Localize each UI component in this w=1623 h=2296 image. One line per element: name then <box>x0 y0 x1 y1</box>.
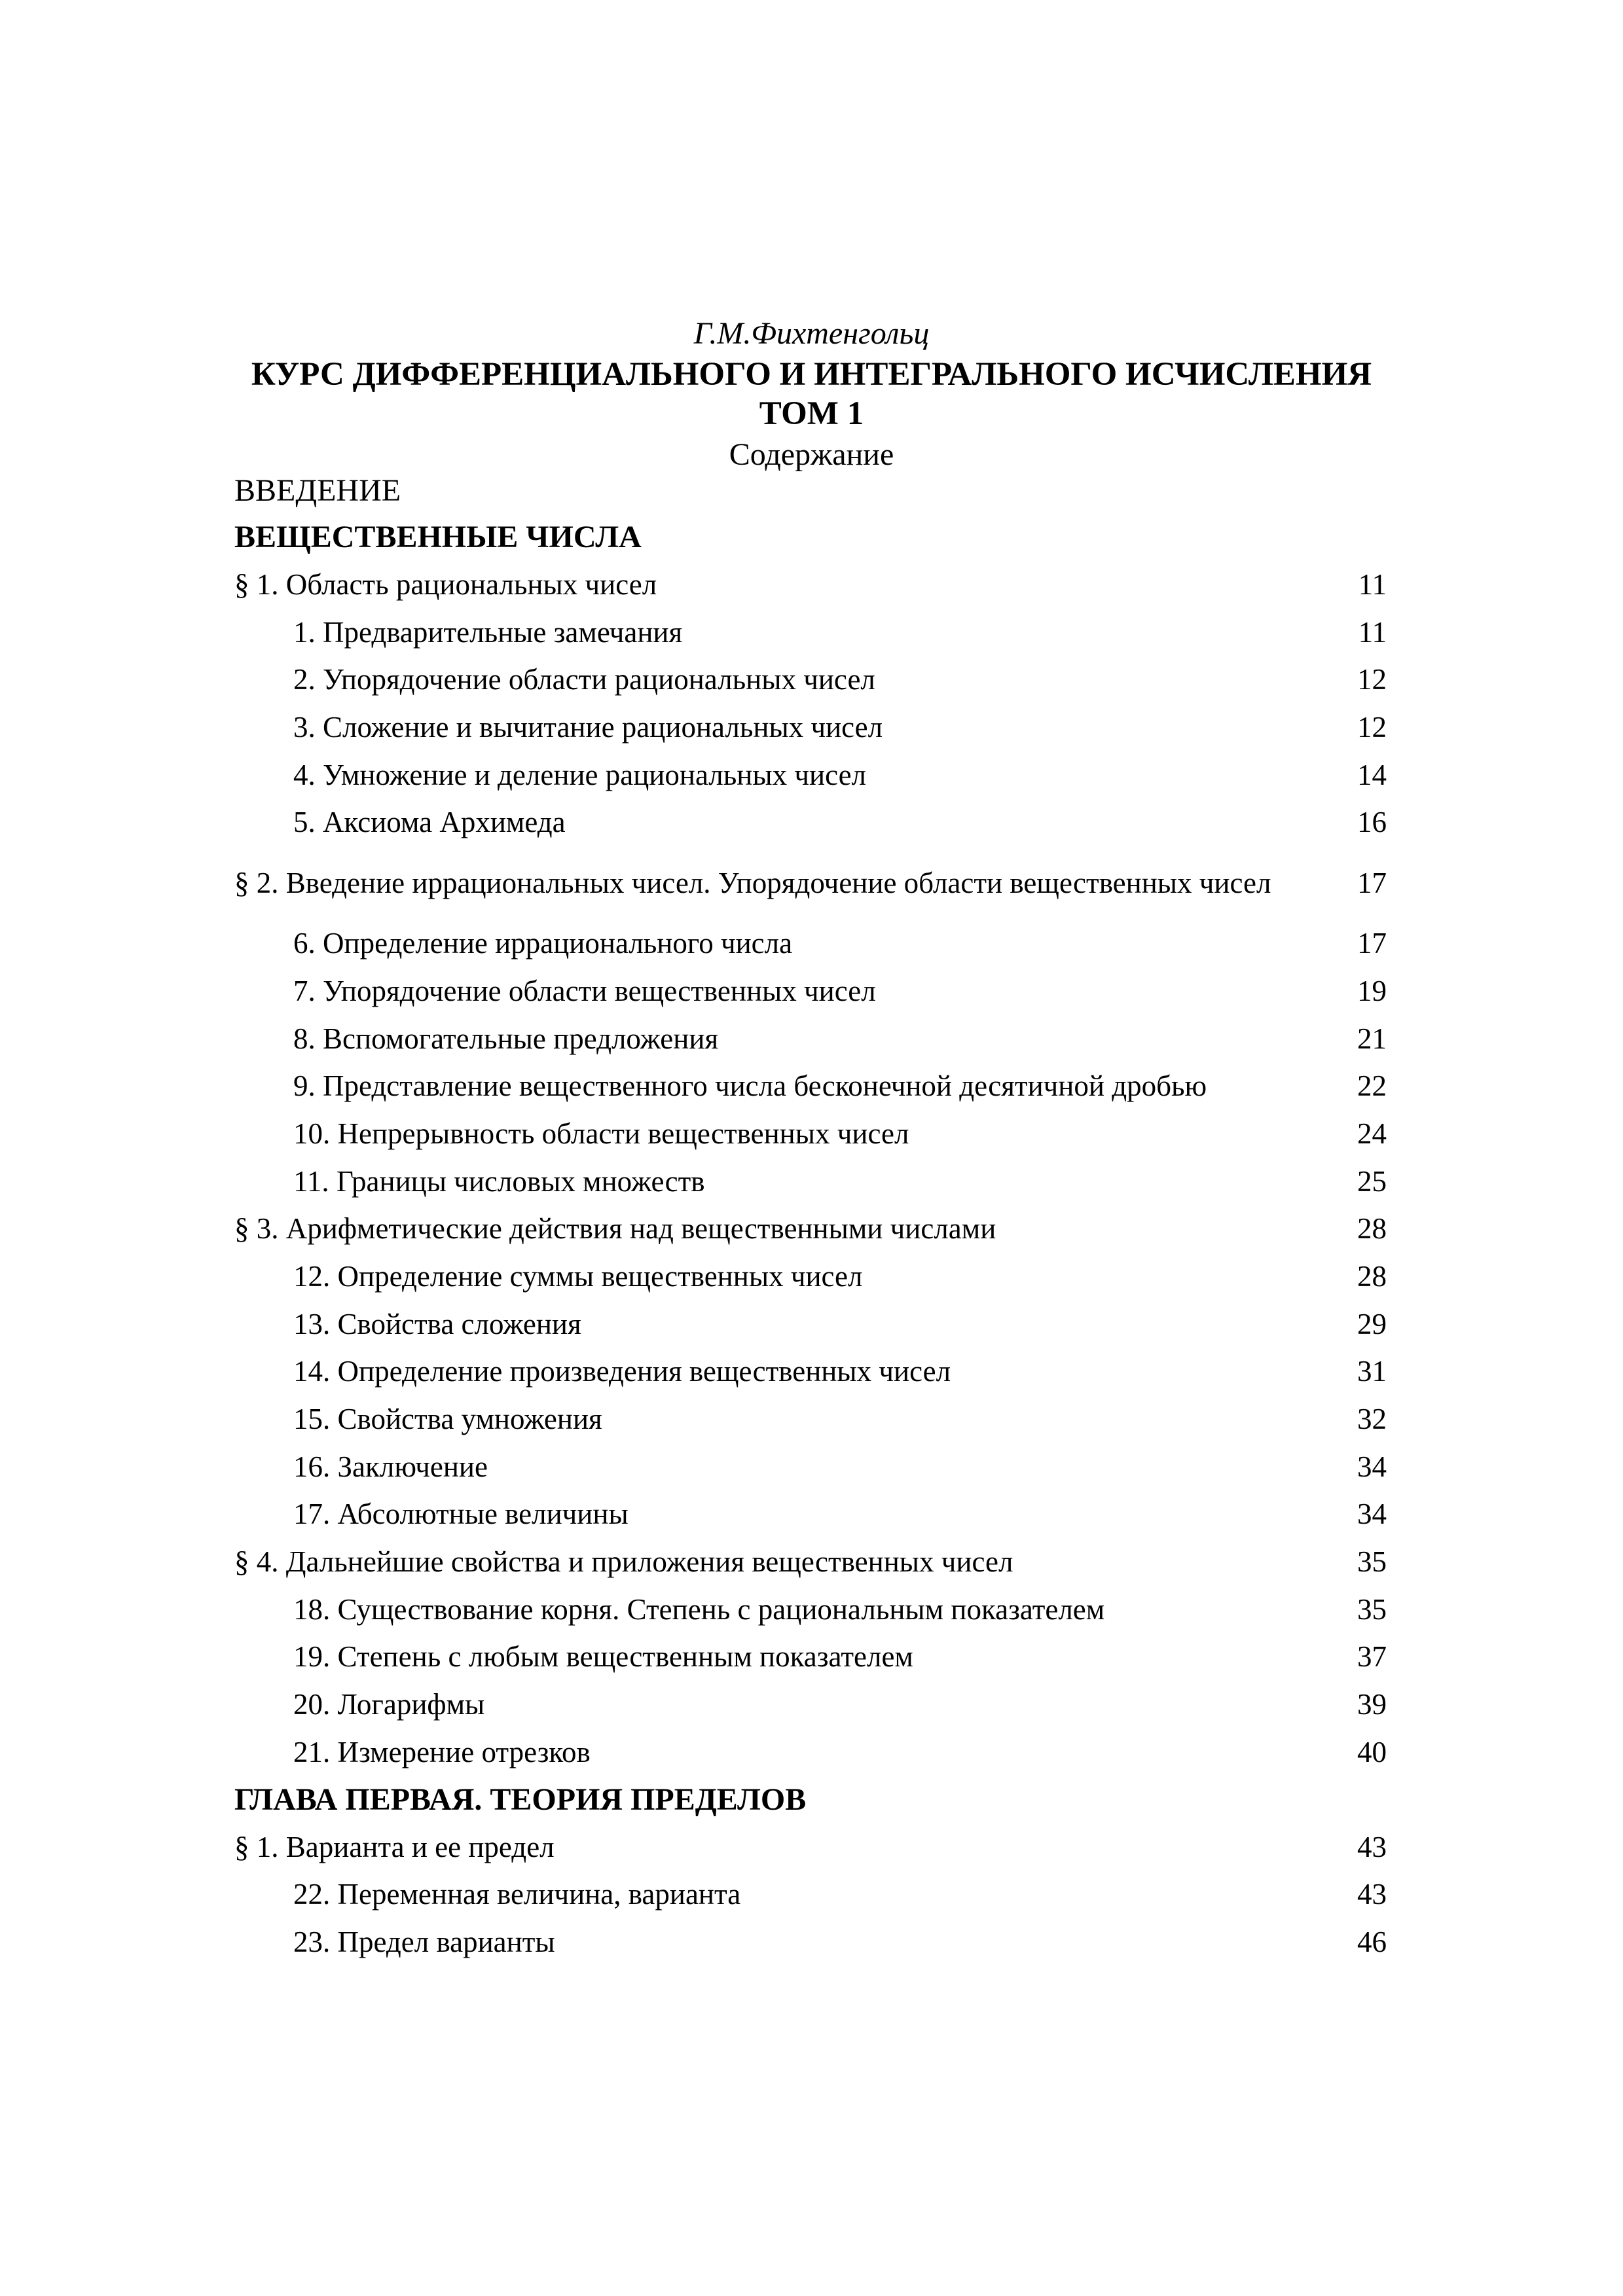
toc-entry-label: 5. Аксиома Архимеда <box>293 806 566 839</box>
table-of-contents <box>234 468 1387 1966</box>
toc-entry-label: § 1. Варианта и ее предел <box>234 1830 555 1863</box>
toc-subsection <box>234 751 1387 799</box>
toc-page-number: 16 <box>1357 806 1387 839</box>
toc-entry-label: 12. Определение суммы вещественных чисел <box>293 1259 863 1293</box>
toc-section <box>234 1538 1387 1586</box>
toc-page-number: 12 <box>1357 663 1387 696</box>
toc-subsection <box>234 1015 1387 1063</box>
author: Г.М.Фихтенгольц <box>693 316 930 351</box>
toc-entry-label: 3. Сложение и вычитание рациональных чисел <box>293 711 883 744</box>
toc-page-number: 37 <box>1357 1640 1387 1674</box>
toc-section <box>234 561 1387 609</box>
toc-page-number: 32 <box>1357 1403 1387 1435</box>
toc-entry-label: 14. Определение произведения вещественных чисел <box>293 1355 951 1388</box>
toc-page-number: 34 <box>1357 1450 1387 1483</box>
toc-page-number: 21 <box>1357 1022 1387 1055</box>
toc-subsection <box>234 1586 1387 1634</box>
toc-entry-label: 11. Границы числовых множеств <box>293 1164 705 1198</box>
toc-page-number: 43 <box>1357 1878 1387 1911</box>
toc-page-number: 35 <box>1357 1545 1387 1579</box>
toc-subsection <box>234 1918 1387 1966</box>
toc-page-number: 31 <box>1357 1355 1387 1388</box>
toc-section <box>234 1823 1387 1871</box>
toc-page-number: 12 <box>1357 711 1387 744</box>
toc-page-number: 11 <box>1358 568 1387 601</box>
toc-entry-label: 16. Заключение <box>293 1450 488 1483</box>
volume-label: ТОМ 1 <box>759 395 864 432</box>
toc-entry-label: 13. Свойства сложения <box>293 1307 581 1340</box>
toc-subsection <box>234 656 1387 704</box>
toc-page-number: 24 <box>1357 1117 1387 1150</box>
toc-subsection <box>234 1633 1387 1681</box>
toc-page-number: 34 <box>1357 1498 1387 1531</box>
toc-entry-label: 9. Представление вещественного числа бесконечной десятичной дробью <box>293 1069 1207 1103</box>
toc-page-number: 22 <box>1357 1069 1387 1103</box>
toc-entry-label: 23. Предел варианты <box>293 1925 555 1958</box>
toc-entry-label: § 4. Дальнейшие свойства и приложения вещественных чисел <box>234 1545 1013 1579</box>
toc-section <box>234 1205 1387 1253</box>
book-title: КУРС ДИФФЕРЕНЦИАЛЬНОГО И ИНТЕГРАЛЬНОГО ИСЧИСЛЕНИЯ <box>251 356 1372 393</box>
toc-subsection <box>234 1300 1387 1348</box>
toc-page-number: 40 <box>1357 1735 1387 1768</box>
toc-entry-label: 1. Предварительные замечания <box>293 615 683 649</box>
toc-page-number: 19 <box>1357 974 1387 1007</box>
toc-subsection <box>234 920 1387 967</box>
toc-page-number: 25 <box>1357 1164 1387 1198</box>
toc-subsection <box>234 1681 1387 1729</box>
toc-entry-label: 22. Переменная величина, варианта <box>293 1878 741 1911</box>
toc-page-number: 35 <box>1357 1592 1387 1626</box>
toc-page-number: 39 <box>1357 1688 1387 1721</box>
toc-subsection <box>234 1871 1387 1918</box>
toc-entry-label: 15. Свойства умножения <box>293 1403 602 1435</box>
toc-subsection <box>234 1348 1387 1395</box>
toc-entry-label: 17. Абсолютные величины <box>293 1498 629 1531</box>
toc-subsection <box>234 1110 1387 1158</box>
toc-entry-label: 6. Определение иррационального числа <box>293 927 793 960</box>
document-header <box>0 314 1623 478</box>
toc-page-number: 29 <box>1357 1307 1387 1340</box>
contents-heading: Содержание <box>729 437 894 472</box>
toc-entry-label: § 3. Арифметические действия над вещественными числами <box>234 1212 996 1246</box>
toc-entry-label: 8. Вспомогательные предложения <box>293 1022 719 1055</box>
toc-entry-label: 10. Непрерывность области вещественных чисел <box>293 1117 909 1150</box>
toc-subsection <box>234 967 1387 1015</box>
toc-page-number: 43 <box>1357 1830 1387 1863</box>
toc-entry-label: 4. Умножение и деление рациональных чисел <box>293 758 867 791</box>
toc-page-number: 28 <box>1357 1259 1387 1293</box>
toc-chapter-limits: ГЛАВА ПЕРВАЯ. ТЕОРИЯ ПРЕДЕЛОВ <box>234 1782 807 1817</box>
toc-subsection <box>234 1253 1387 1300</box>
toc-section <box>234 846 1387 920</box>
toc-subsection <box>234 1443 1387 1491</box>
toc-chapter-real-numbers: ВЕЩЕСТВЕННЫЕ ЧИСЛА <box>234 520 642 554</box>
toc-introduction: ВВЕДЕНИЕ <box>234 473 401 508</box>
toc-subsection <box>234 1395 1387 1443</box>
toc-page-number: 17 <box>1357 927 1387 960</box>
toc-entry-label: § 2. Введение иррациональных чисел. Упорядочение области вещественных чисел <box>234 867 1271 900</box>
toc-page-number: 46 <box>1357 1925 1387 1958</box>
toc-entry-label: 19. Степень с любым вещественным показателем <box>293 1640 913 1674</box>
toc-entry-label: 7. Упорядочение области вещественных чисел <box>293 974 876 1007</box>
toc-subsection <box>234 1062 1387 1110</box>
toc-page-number: 14 <box>1357 758 1387 791</box>
toc-entry-label: § 1. Область рациональных чисел <box>234 568 657 601</box>
toc-entry-label: 20. Логарифмы <box>293 1688 485 1721</box>
toc-page-number: 28 <box>1357 1212 1387 1246</box>
toc-subsection <box>234 1729 1387 1776</box>
toc-entry-label: 21. Измерение отрезков <box>293 1735 591 1768</box>
toc-page-number: 17 <box>1357 867 1387 900</box>
toc-subsection <box>234 798 1387 846</box>
toc-subsection <box>234 609 1387 656</box>
toc-entry-label: 2. Упорядочение области рациональных чисел <box>293 663 875 696</box>
toc-page-number: 11 <box>1358 615 1387 649</box>
toc-subsection <box>234 704 1387 751</box>
toc-entry-label: 18. Существование корня. Степень с рациональным показателем <box>293 1592 1105 1626</box>
toc-subsection <box>234 1158 1387 1206</box>
toc-subsection <box>234 1490 1387 1538</box>
